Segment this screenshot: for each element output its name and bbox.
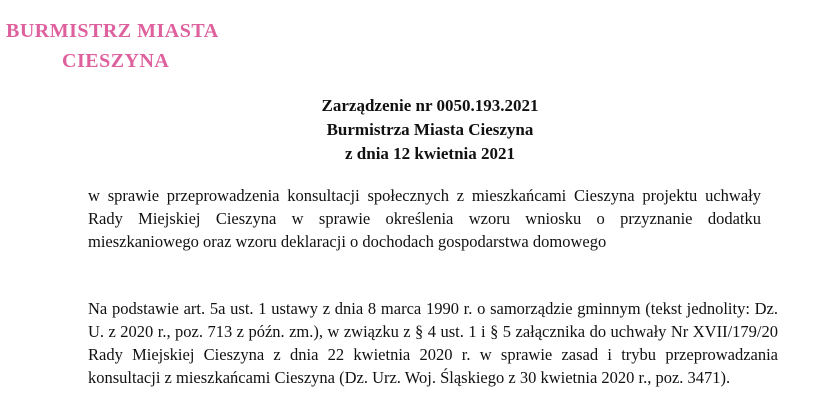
stamp-line-2: CIESZYNA	[62, 50, 170, 72]
document-date: z dnia 12 kwietnia 2021	[344, 144, 516, 163]
document-header	[0, 94, 825, 166]
document-subject: w sprawie przeprowadzenia konsultacji społecznych z mieszkańcami Cieszyna projektu uchwały Rady Miejskiej Cieszyna w sprawie określenia wzoru wniosku o przyznanie dodatku mieszkaniowego oraz wzoru deklaracji o dochodach gospodarstwa domowego	[88, 186, 761, 251]
document-number: Zarządzenie nr 0050.193.2021	[321, 96, 539, 115]
official-stamp	[6, 18, 236, 74]
legal-basis: Na podstawie art. 5a ust. 1 ustawy z dnia 8 marca 1990 r. o samorządzie gminnym (tekst jednolity: Dz. U. z 2020 r., poz. 713 z późn. zm.), w związku z § 4 ust. 1 i § 5 załącznika do uchwały Nr XVII/179/20 Rady Miejskiej Cieszyna z dnia 22 kwietnia 2020 r. w sprawie zasad i trybu przeprowadzania konsultacji z mieszkańcami Cieszyna (Dz. Urz. Woj. Śląskiego z 30 kwietnia 2020 r., poz. 3471).	[88, 299, 778, 387]
stamp-line-1: BURMISTRZ MIASTA	[6, 20, 219, 42]
document-issuer: Burmistrza Miasta Cieszyna	[326, 120, 534, 139]
